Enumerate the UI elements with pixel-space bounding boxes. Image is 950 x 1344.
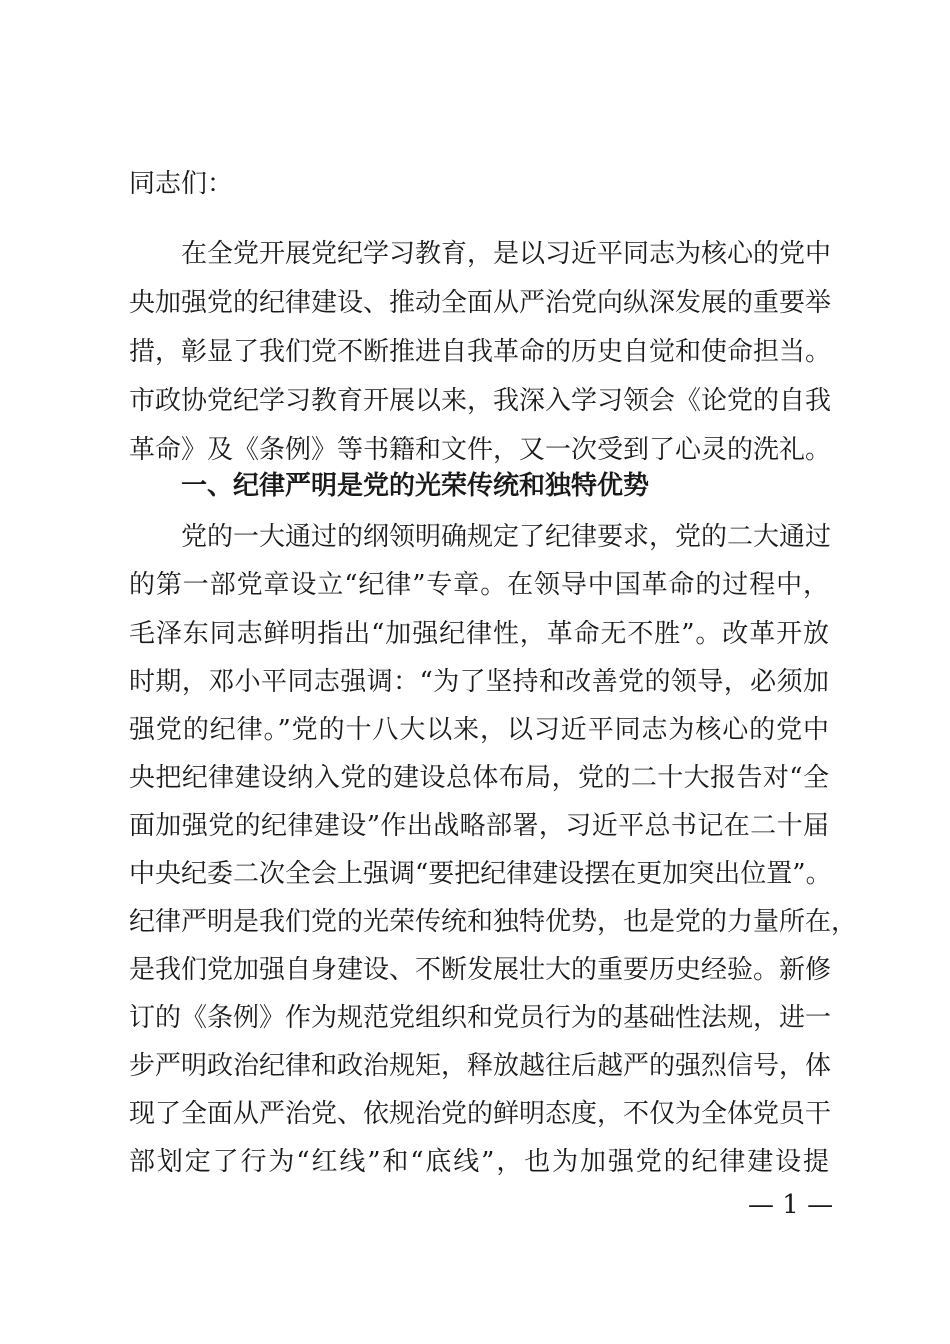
paragraph-2-line-12: 步严明政治纪律和政治规矩，释放越往后越严的强烈信号，体: [129, 1051, 832, 1081]
paragraph-1-line-5: 革命》及《条例》等书籍和文件，又一次受到了心灵的洗礼。: [129, 435, 832, 465]
paragraph-2-line-11: 订的《条例》作为规范党组织和党员行为的基础性法规，进一: [129, 1003, 832, 1033]
paragraph-2-line-7: 面加强党的纪律建设”作出战略部署，习近平总书记在二十届: [129, 811, 829, 841]
paragraph-2-line-13: 现了全面从严治党、依规治党的鲜明态度，不仅为全体党员干: [129, 1099, 832, 1129]
paragraph-2-line-1: 党的一大通过的纲领明确规定了纪律要求，党的二大通过: [181, 522, 832, 552]
paragraph-2-line-10: 是我们党加强自身建设、不断发展壮大的重要历史经验。新修: [129, 955, 832, 985]
paragraph-1-line-2: 央加强党的纪律建设、推动全面从严治党向纵深发展的重要举: [129, 288, 832, 318]
section-heading: 一、纪律严明是党的光荣传统和独特优势: [181, 471, 650, 501]
paragraph-2-line-14: 部划定了行为“红线”和“底线”，也为加强党的纪律建设提: [129, 1147, 829, 1177]
paragraph-2-line-9: 纪律严明是我们党的光荣传统和独特优势，也是党的力量所在，: [129, 907, 858, 937]
page-number: — 1 —: [748, 1190, 834, 1220]
paragraph-2-line-3: 毛泽东同志鲜明指出“加强纪律性，革命无不胜”。改革开放: [129, 619, 829, 649]
paragraph-2-line-6: 央把纪律建设纳入党的建设总体布局，党的二十大报告对“全: [129, 763, 829, 793]
paragraph-1-line-4: 市政协党纪学习教育开展以来，我深入学习领会《论党的自我: [129, 386, 832, 416]
paragraph-2-line-4: 时期，邓小平同志强调：“为了坚持和改善党的领导，必须加: [129, 667, 829, 697]
paragraph-2-line-5: 强党的纪律。”党的十八大以来，以习近平同志为核心的党中: [129, 715, 829, 745]
paragraph-2-line-2: 的第一部党章设立“纪律”专章。在领导中国革命的过程中，: [129, 570, 829, 600]
paragraph-1-line-1: 在全党开展党纪学习教育，是以习近平同志为核心的党中: [181, 239, 832, 269]
paragraph-2-line-8: 中央纪委二次全会上强调“要把纪律建设摆在更加突出位置”。: [129, 859, 832, 889]
salutation: 同志们：: [129, 169, 234, 199]
paragraph-1-line-3: 措，彰显了我们党不断推进自我革命的历史自觉和使命担当。: [129, 337, 832, 367]
